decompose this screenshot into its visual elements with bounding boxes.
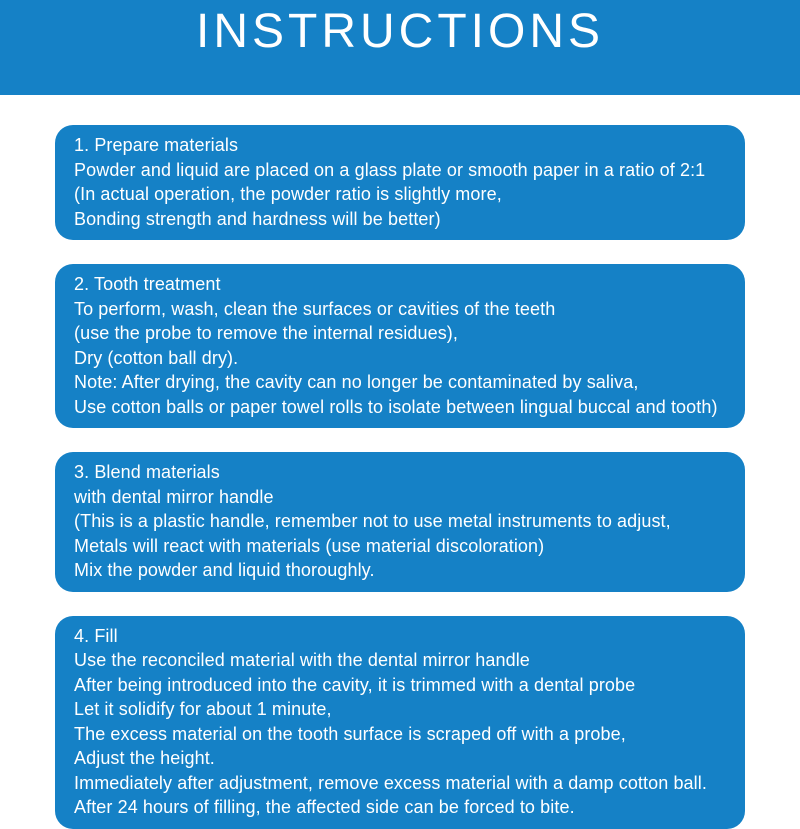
instruction-lines: [74, 648, 735, 820]
instruction-line: To perform, wash, clean the surfaces or cavities of the teeth: [74, 298, 556, 319]
instruction-list: [0, 95, 800, 829]
instruction-lines: [74, 297, 735, 420]
instruction-line: Let it solidify for about 1 minute,: [74, 699, 332, 719]
instruction-card-2: [55, 264, 745, 428]
instruction-line: Note: After drying, the cavity can no longer be contaminated by saliva,: [74, 372, 639, 392]
instruction-line: Adjust the height.: [74, 748, 215, 768]
instruction-lines: [74, 158, 735, 232]
instruction-step-title: 4. Fill: [74, 625, 118, 646]
instruction-line: After 24 hours of filling, the affected side can be forced to bite.: [74, 797, 575, 817]
instruction-lines: [74, 485, 735, 583]
page-title: INSTRUCTIONS: [196, 5, 604, 59]
instruction-line: with dental mirror handle: [74, 486, 274, 507]
instruction-line: Use cotton balls or paper towel rolls to isolate between lingual buccal and tooth): [74, 396, 718, 417]
instruction-step-title: 1. Prepare materials: [74, 135, 239, 155]
instruction-line: Bonding strength and hardness will be better): [74, 208, 441, 229]
instruction-line: Metals will react with materials (use material discoloration): [74, 535, 545, 556]
instruction-line: The excess material on the tooth surface is scraped off with a probe,: [74, 723, 626, 744]
instruction-card-1: [55, 125, 745, 240]
instruction-line: (use the probe to remove the internal residues),: [74, 323, 459, 343]
instruction-line: Immediately after adjustment, remove excess material with a damp cotton ball.: [74, 772, 707, 793]
instruction-card-3: [55, 452, 745, 592]
instruction-line: Powder and liquid are placed on a glass plate or smooth paper in a ratio of 2:1: [74, 159, 706, 180]
instruction-line: (This is a plastic handle, remember not to use metal instruments to adjust,: [74, 511, 671, 531]
instruction-step-title: 3. Blend materials: [74, 462, 220, 482]
header-banner: [0, 0, 800, 95]
instruction-step-title: 2. Tooth treatment: [74, 274, 221, 294]
instruction-card-4: [55, 616, 745, 829]
instruction-line: (In actual operation, the powder ratio is slightly more,: [74, 184, 502, 204]
instruction-line: Mix the powder and liquid thoroughly.: [74, 560, 375, 580]
instruction-line: After being introduced into the cavity, it is trimmed with a dental probe: [74, 674, 636, 695]
instruction-line: Dry (cotton ball dry).: [74, 347, 239, 368]
instruction-line: Use the reconciled material with the dental mirror handle: [74, 650, 530, 670]
